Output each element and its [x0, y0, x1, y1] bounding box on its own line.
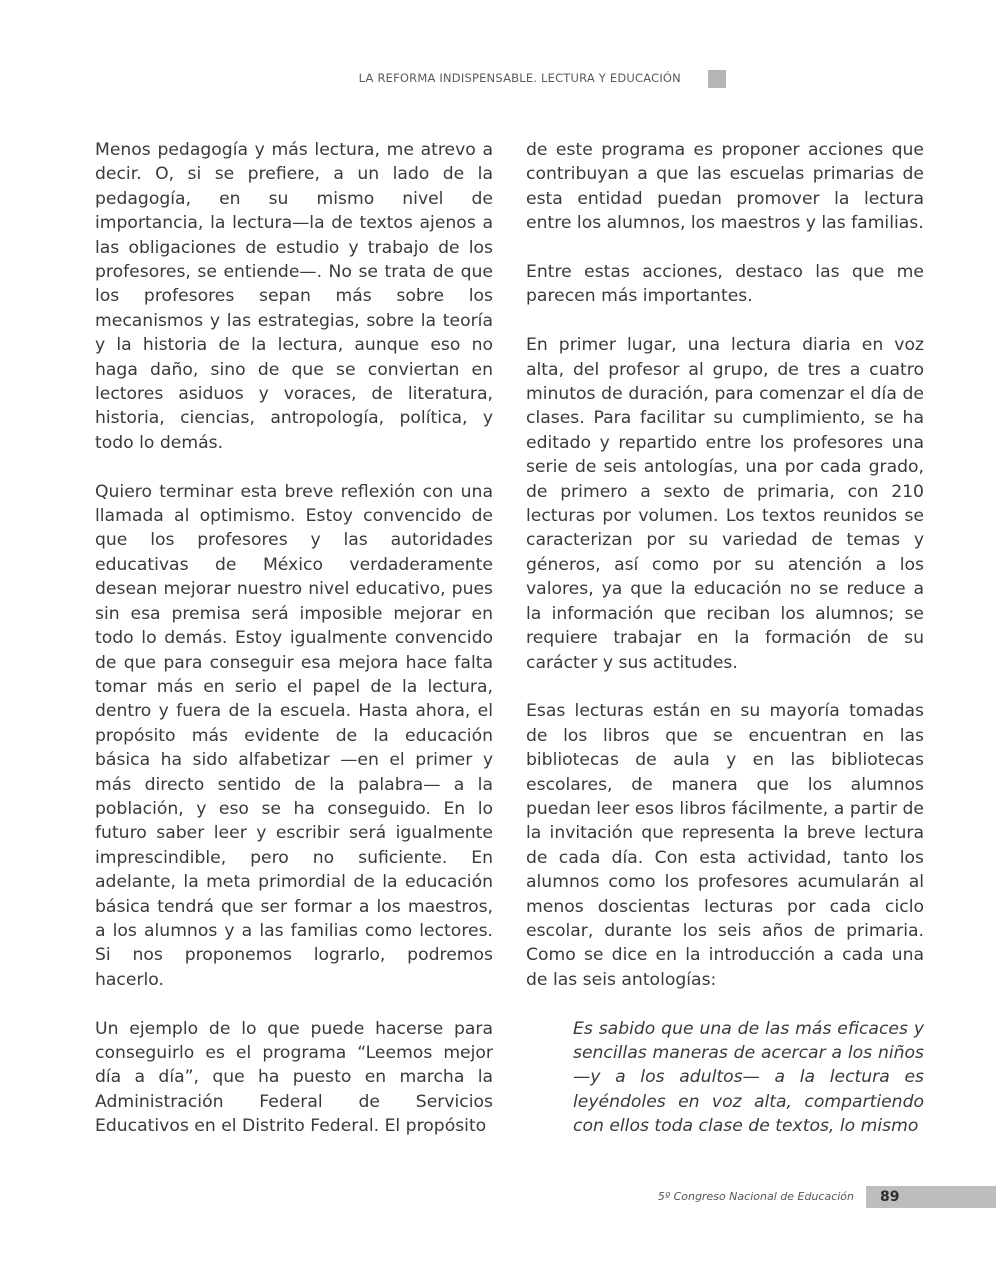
paragraph: Quiero terminar esta breve reflexión con una llamada al optimismo. Estoy convencido de que los profesores y las autoridades educativas de México verdaderamente desean mejorar nuestro nivel educativo, pues sin esa premisa será imposible mejorar en todo lo demás. Estoy igualmente convencido de que para conseguir esa mejora hace falta tomar más en serio el papel de la lectura, dentro y fuera de la escuela. Hasta ahora, el propósito más evidente de la educación básica ha sido alfabetizar —en el primer y más directo sentido de la palabra— a la población, y eso se ha conseguido. En lo futuro saber leer y escribir será igualmente imprescindible, pero no suficiente. En adelante, la meta primordial de la educación básica tendrá que ser formar a los maestros, a los alumnos y a las familias como lectores. Si nos proponemos lograrlo, podremos hacerlo.	[95, 481, 493, 990]
header-marker-square	[708, 70, 726, 88]
running-title: LA REFORMA INDISPENSABLE. LECTURA Y EDUCACIÓN	[358, 71, 681, 85]
paragraph: Un ejemplo de lo que puede hacerse para conseguirlo es el programa “Leemos mejor día a día”, que ha puesto en marcha la Administración Federal de Servicios Educativos en el Distrito Federal. El propósito	[95, 1018, 493, 1137]
left-column	[95, 138, 493, 1163]
page-number: 89	[880, 1189, 900, 1205]
paragraph: Esas lecturas están en su mayoría tomadas de los libros que se encuentran en las bibliotecas de aula y en las bibliotecas escolares, de manera que los alumnos puedan leer esos libros fácilmente, a partir de la invitación que representa la breve lectura de cada día. Con esta actividad, tanto los alumnos como los profesores acumularán al menos doscientas lecturas por cada ciclo escolar, durante los seis años de primaria. Como se dice en la introducción a cada una de las seis antologías:	[526, 701, 924, 990]
block-quote: Es sabido que una de las más eficaces y sencillas maneras de acercar a los niños —y a los adultos— a la lectura es leyéndoles en voz alta, compartiendo con ellos toda clase de textos, lo mismo	[573, 1018, 924, 1137]
footer-publication: 5º Congreso Nacional de Educación	[657, 1190, 854, 1203]
paragraph: de este programa es proponer acciones que contribuyan a que las escuelas primarias de esta entidad puedan promover la lectura entre los alumnos, los maestros y las familias.	[526, 140, 924, 234]
paragraph: Menos pedagogía y más lectura, me atrevo a decir. O, si se prefiere, a un lado de la pedagogía, en su mismo nivel de importancia, la lectura—la de textos ajenos a las obligaciones de estudio y trabajo de los profesores, se entiende—. No se trata de que los profesores sepan más sobre los mecanismos y las estrategias, sobre la teoría y la historia de la lectura, aunque eso no haga daño, sino de que se conviertan en lectores asiduos y voraces, de literatura, historia, ciencias, antropología, política, y todo lo demás.	[95, 140, 493, 453]
paragraph: En primer lugar, una lectura diaria en voz alta, del profesor al grupo, de tres a cuatro minutos de duración, para comenzar el día de clases. Para facilitar su cumplimiento, se ha editado y repartido entre los profesores una serie de seis antologías, una por cada grado, de primero a sexto de primaria, con 210 lecturas por volumen. Los textos reunidos se caracterizan por su variedad de temas y géneros, así como por su atención a los valores, ya que la educación no se reduce a la información que reciban los alumnos; se requiere trabajar en la formación de su carácter y sus actitudes.	[526, 335, 924, 673]
page-number-bar	[866, 1186, 996, 1208]
right-column	[526, 138, 924, 1139]
paragraph: Entre estas acciones, destaco las que me parecen más importantes.	[526, 262, 924, 307]
